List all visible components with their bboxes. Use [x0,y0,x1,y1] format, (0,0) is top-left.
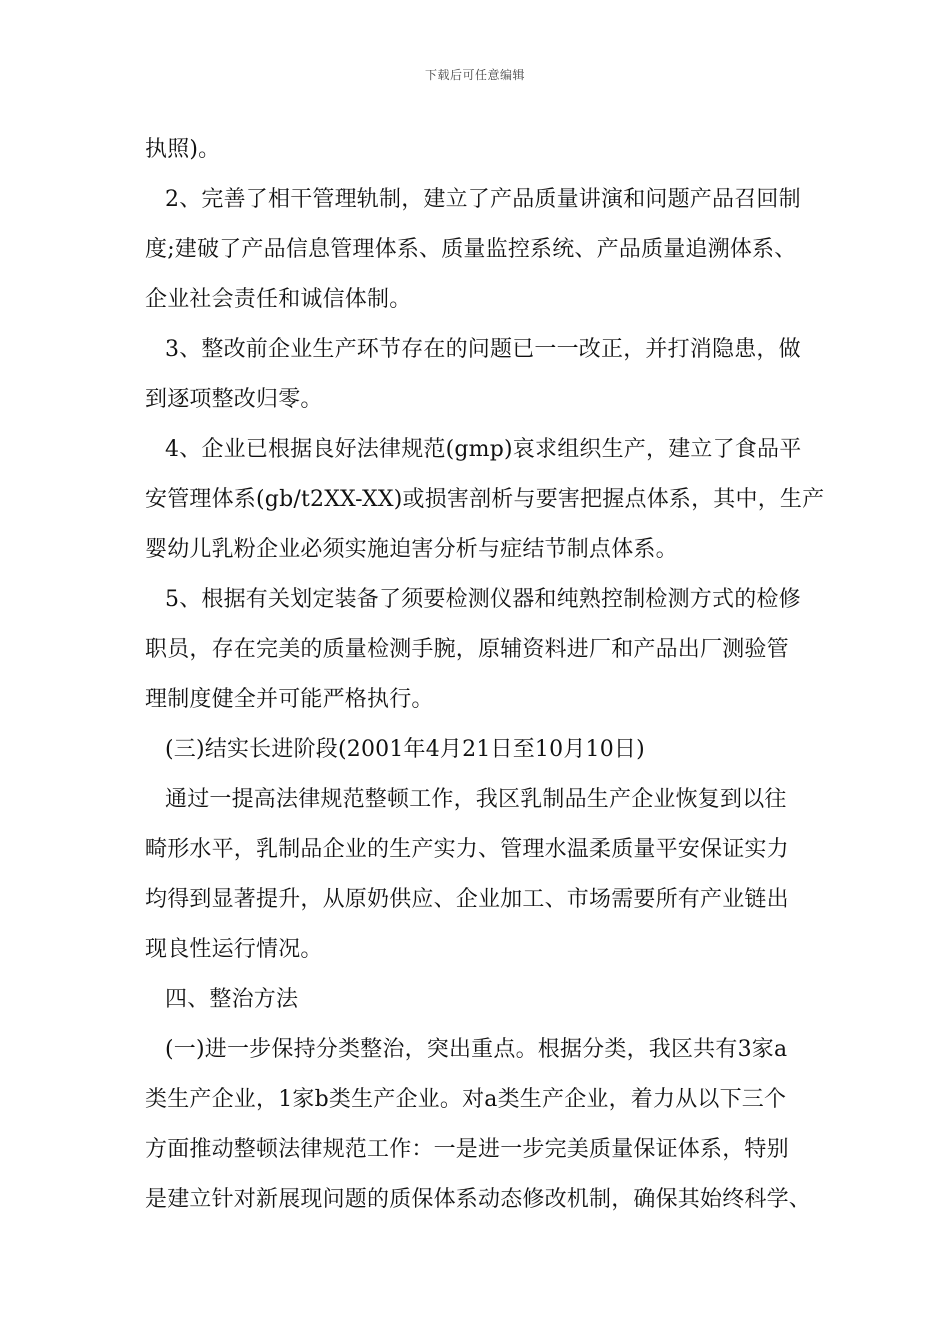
text-line-4: 企业社会责任和诚信体制。 [145,287,412,312]
text-line-17: 现良性运行情况。 [145,937,323,962]
document-body [145,125,825,1225]
text-line-2: 2、完善了相干管理轨制，建立了产品质量讲演和问题产品召回制 [165,187,801,212]
text-line-18: 四、整治方法 [165,987,299,1012]
text-line-9: 婴幼儿乳粉企业必须实施迫害分析与症结节制点体系。 [145,537,678,562]
text-line-13: (三)结实长进阶段(2001年4月21日至10月10日) [165,737,645,762]
text-line-5: 3、整改前企业生产环节存在的问题已一一改正，并打消隐患，做 [165,337,801,362]
page-header: 下载后可任意编辑 [424,68,525,82]
text-line-10: 5、根据有关划定装备了须要检测仪器和纯熟控制检测方式的检修 [165,587,801,612]
text-line-6: 到逐项整改归零。 [145,387,323,412]
text-line-19: (一)进一步保持分类整治，突出重点。根据分类，我区共有3家a [165,1037,788,1062]
text-line-12: 理制度健全并可能严格执行。 [145,687,434,712]
text-line-15: 畸形水平，乳制品企业的生产实力、管理水温柔质量平安保证实力 [145,837,789,862]
text-line-21: 方面推动整顿法律规范工作：一是进一步完美质量保证体系，特别 [145,1137,789,1162]
text-line-11: 职员，存在完美的质量检测手腕，原辅资料进厂和产品出厂测验管 [145,637,789,662]
text-line-20: 类生产企业，1家b类生产企业。对a类生产企业，着力从以下三个 [145,1087,787,1112]
text-line-1: 执照)。 [145,137,221,162]
text-line-16: 均得到显著提升，从原奶供应、企业加工、市场需要所有产业链出 [145,887,789,912]
text-line-3: 度;建破了产品信息管理体系、质量监控系统、产品质量追溯体系、 [145,237,797,262]
text-line-8: 安管理体系(gb/t2XX-XX)或损害剖析与要害把握点体系，其中，生产 [145,487,825,512]
text-line-7: 4、企业已根据良好法律规范(gmp)哀求组织生产，建立了食品平 [165,437,802,462]
text-line-14: 通过一提高法律规范整顿工作，我区乳制品生产企业恢复到以往 [165,787,787,812]
text-line-22: 是建立针对新展现问题的质保体系动态修改机制，确保其始终科学、 [145,1187,812,1212]
